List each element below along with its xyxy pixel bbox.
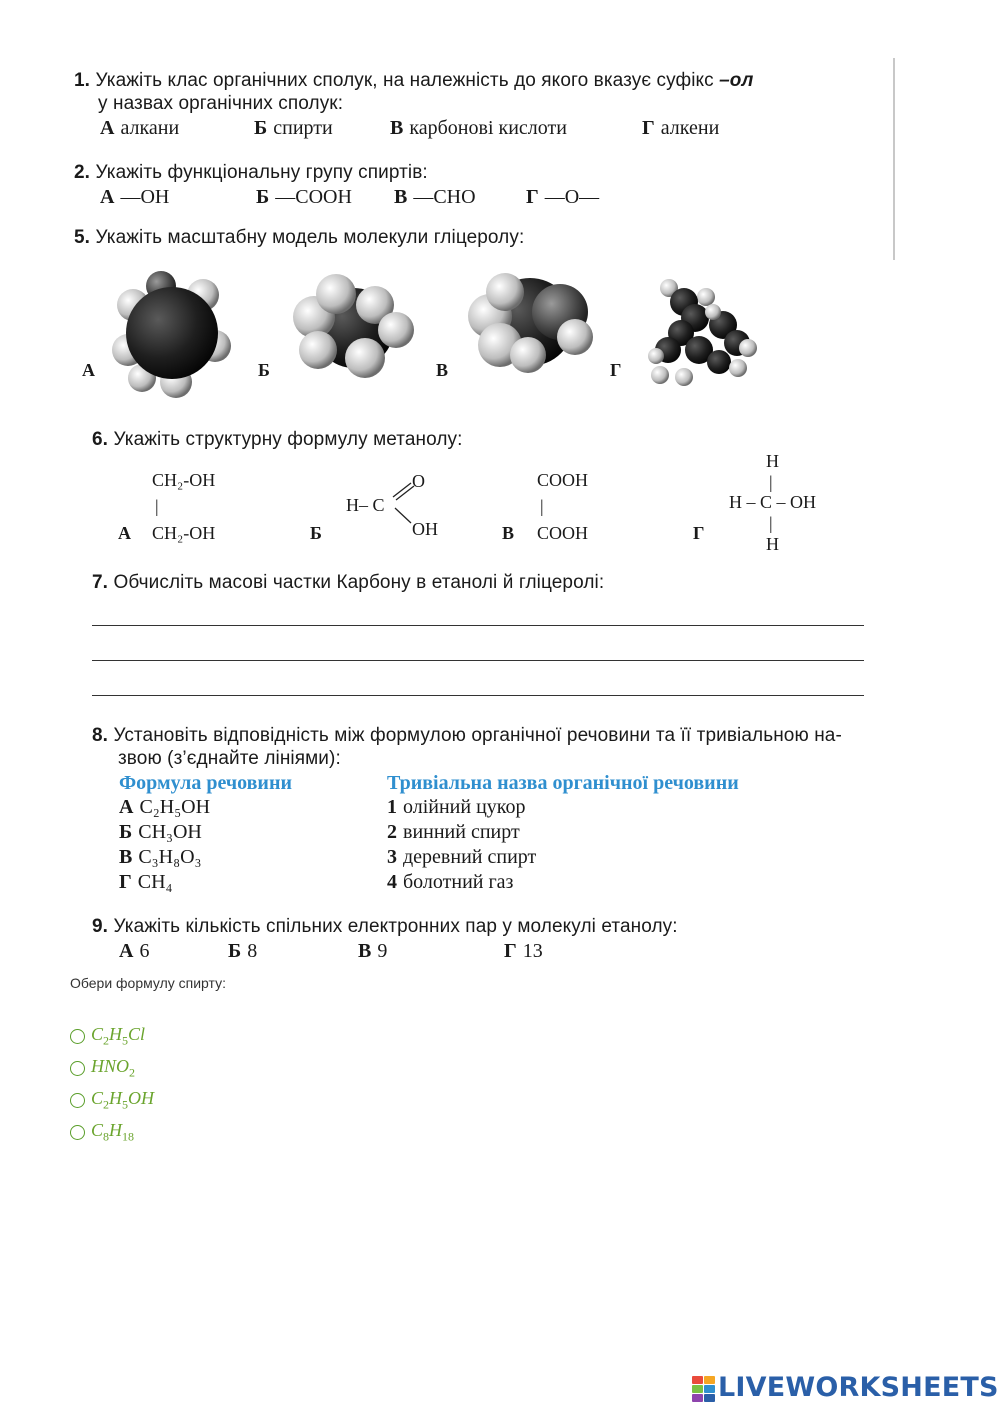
q2-number: 2.: [74, 162, 91, 183]
radio-button[interactable]: [70, 1061, 85, 1076]
q1-text1: Укажіть клас органічних сполук, на належність до якого вказує суфікс: [95, 70, 720, 91]
quiz-option-c2h5oh[interactable]: [70, 1087, 154, 1113]
q6-a-top: CH₂-OH: [152, 470, 216, 490]
answer-line-2: [92, 660, 864, 661]
formula-c2h5oh: $C_2H_5OH$: [91, 1087, 155, 1112]
q9-line: [92, 916, 678, 938]
q8-name-3: 3 деревний спирт: [387, 846, 537, 868]
formula-hno2: $HNO_2$: [91, 1055, 136, 1080]
q6-label-a: А: [118, 523, 131, 543]
q8-formula-b: Б CH₃OH: [119, 821, 202, 843]
model-b: [293, 274, 414, 378]
q1-number: 1.: [74, 70, 91, 91]
q9-text: Укажіть кількість спільних електронних пар у молекулі етанолу:: [113, 916, 678, 937]
q9-option-b: Б 8: [228, 940, 258, 962]
radio-button[interactable]: [70, 1093, 85, 1108]
q1-option-d: Г алкени: [642, 117, 720, 139]
q8-col1-header: Формула речовини: [119, 772, 292, 794]
quiz-option-c8h18[interactable]: [70, 1119, 134, 1145]
q1-line2: у назвах органічних сполук:: [98, 93, 344, 114]
q5-label-d: Г: [610, 360, 622, 380]
q2-option-b: Б —COOH: [256, 186, 352, 208]
q7-number: 7.: [92, 572, 109, 593]
logo-text: LIVEWORKSHEETS: [718, 1372, 999, 1403]
q7-line: [92, 572, 604, 594]
q6-text: Укажіть структурну формулу метанолу:: [113, 429, 463, 450]
q9-number: 9.: [92, 916, 109, 937]
radio-button[interactable]: [70, 1125, 85, 1140]
q2-option-c: В —CHO: [394, 186, 476, 208]
q8-formula-a: А C₂H₅OH: [119, 796, 211, 818]
q8-number: 8.: [92, 725, 109, 746]
q8-name-1: 1 олійний цукор: [387, 796, 526, 818]
q1-option-c: В карбонові кислоти: [390, 117, 567, 139]
formula-c8h18: $C_8H_{18}$: [91, 1119, 135, 1144]
q8-formula-c: В C₃H₈O₃: [119, 846, 202, 868]
q6-d-top: H: [766, 451, 779, 471]
q6-b-o: O: [412, 471, 425, 491]
q1-option-b: Б спирти: [254, 117, 333, 139]
q8-name-2: 2 винний спирт: [387, 821, 520, 843]
q8-line2: звою (з’єднайте лініями):: [118, 748, 341, 769]
q6-line: [92, 429, 463, 451]
q7-text: Обчисліть масові частки Карбону в етанолі й гліцеролі:: [113, 572, 605, 593]
q2-option-a: А —OH: [100, 186, 170, 208]
q1-suffix: –ол: [719, 70, 754, 91]
q6-a-bottom: CH₂-OH: [152, 523, 216, 543]
quiz-prompt: Обери формулу спирту:: [70, 975, 226, 991]
q5-molecule-models: [0, 0, 999, 420]
model-c: [468, 273, 593, 373]
q9-option-a: А 6: [119, 940, 150, 962]
q6-number: 6.: [92, 429, 109, 450]
answer-line-1: [92, 625, 864, 626]
q5-label-c: В: [436, 360, 449, 380]
q2-text: Укажіть функціональну групу спиртів:: [95, 162, 428, 183]
q8-line1: [92, 725, 842, 747]
q6-a-bond: |: [155, 496, 159, 516]
quiz-option-c2h5cl[interactable]: [70, 1023, 145, 1049]
q6-c-bottom: COOH: [537, 523, 589, 543]
logo-icon: [692, 1376, 714, 1400]
q5-number: 5.: [74, 227, 91, 248]
model-d: [648, 279, 757, 386]
q8-text1: Установіть відповідність між формулою органічної речовини та її тривіальною на-: [113, 725, 842, 746]
q5-label-a: А: [82, 360, 95, 380]
q8-col2-header: Тривіальна назва органічної речовини: [387, 772, 739, 794]
q9-option-d: Г 13: [504, 940, 543, 962]
q6-c-top: COOH: [537, 470, 589, 490]
radio-button[interactable]: [70, 1029, 85, 1044]
quiz-option-hno2[interactable]: [70, 1055, 135, 1081]
q2-option-d: Г —O—: [526, 186, 600, 208]
q6-label-c: В: [502, 523, 515, 543]
answer-line-3: [92, 695, 864, 696]
q5-label-b: Б: [258, 360, 270, 380]
q8-name-4: 4 болотний газ: [387, 871, 514, 893]
q6-label-b: Б: [310, 523, 322, 543]
q1-option-a: А алкани: [100, 117, 180, 139]
liveworksheets-logo: [692, 1372, 999, 1403]
q6-d-bond-bottom: |: [769, 513, 773, 533]
q6-b-left: H– C: [346, 495, 385, 515]
formula-c2h5cl: $C_2H_5Cl$: [91, 1023, 146, 1048]
q6-label-d: Г: [693, 523, 705, 543]
q6-d-bond-top: |: [769, 472, 773, 492]
model-a: [112, 271, 231, 398]
q6-d-bottom: H: [766, 534, 779, 554]
q6-d-mid: H – C – OH: [729, 492, 817, 512]
q6-b-oh: OH: [412, 519, 438, 539]
q8-formula-d: Г CH₄: [119, 871, 173, 893]
q6-c-bond: |: [540, 496, 544, 516]
q9-option-c: В 9: [358, 940, 388, 962]
q5-text: Укажіть масштабну модель молекули гліцеролу:: [95, 227, 525, 248]
